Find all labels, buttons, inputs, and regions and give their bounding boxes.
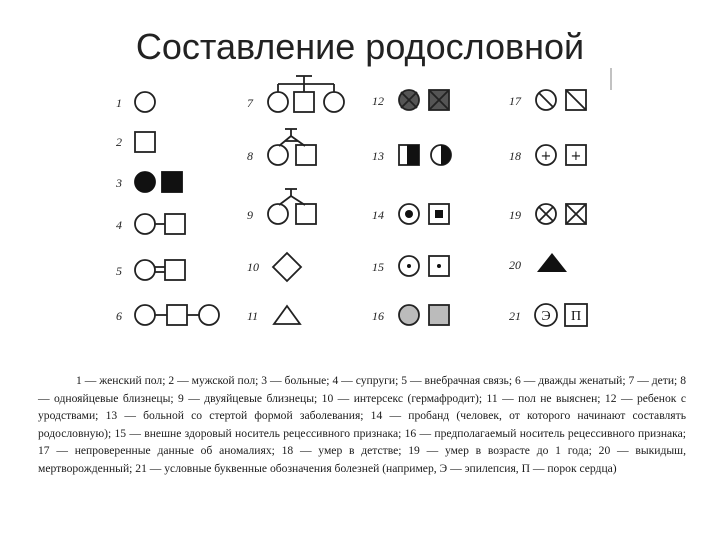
slide-title: Составление родословной — [135, 26, 585, 67]
item-number-12: 12 — [372, 94, 384, 108]
item-number-1: 1 — [116, 96, 122, 110]
affected-male-symbol — [162, 172, 182, 192]
sex-unknown-triangle-symbol — [274, 306, 300, 324]
item-number-15: 15 — [372, 260, 384, 274]
identical-twins-symbol — [268, 129, 316, 165]
plus-sign-female: + — [540, 149, 552, 164]
affected-female-symbol — [135, 172, 155, 192]
heart-defect-letter: П — [570, 309, 582, 324]
item-number-5: 5 — [116, 264, 122, 278]
item-number-9: 9 — [247, 208, 253, 222]
item-number-11: 11 — [247, 309, 259, 323]
died-in-childhood-symbol — [536, 145, 586, 165]
stillborn-triangle-symbol — [537, 253, 567, 272]
item-number-19: 19 — [509, 208, 521, 222]
disease-letter-symbols — [535, 304, 587, 326]
item-number-4: 4 — [116, 218, 122, 232]
item-number-18: 18 — [509, 149, 521, 163]
item-number-16: 16 — [372, 309, 384, 323]
twice-married-symbol — [135, 305, 219, 325]
unverified-anomaly-symbol — [536, 90, 586, 110]
plus-sign-male: + — [570, 149, 582, 164]
presumed-carrier-symbol — [399, 305, 449, 325]
legend-caption: 1 — женский пол; 2 — мужской пол; 3 — больные; 4 — супруги; 5 — внебрачная связь; 6 — дважды женатый; 7 — дети; 8 — однояйцевые близнецы; 9 — двуяйцевые близнецы; 10 — интерсекс (гермафродит); 11 — пол не выяснен; 12 — ребенок с уродствами; 13 — больной со стертой формой заболевания; 14 — пробанд (человек, от которого начинают составлять родословную); 15 — внешне здоровый носитель рецессивного признака; 16 — предполагаемый носитель рецессивного признака; 17 — непроверенные данные об аномалиях; 18 — умер в детстве; 19 — умер в возрасте до 1 года; 20 — выкидыш, мертворожденный; 21 — условные буквенные обозначения болезней (например, Э — эпилепсия, П — порок сердца) — [38, 374, 686, 475]
item-number-7: 7 — [247, 96, 253, 110]
item-number-13: 13 — [372, 149, 384, 163]
epilepsy-letter: Э — [541, 309, 551, 324]
item-number-3: 3 — [116, 176, 122, 190]
fraternal-twins-symbol — [268, 189, 316, 224]
item-number-17: 17 — [509, 94, 521, 108]
item-number-14: 14 — [372, 208, 384, 222]
item-number-21: 21 — [509, 309, 521, 323]
extramarital-union-symbol — [135, 260, 185, 280]
children-symbol — [268, 76, 344, 112]
male-symbol — [135, 132, 155, 152]
healthy-carrier-symbol — [399, 256, 449, 276]
female-symbol — [135, 92, 155, 112]
child-with-malformations-symbol — [399, 90, 449, 110]
mild-form-affected-symbol — [399, 145, 451, 165]
item-number-2: 2 — [116, 135, 122, 149]
item-number-6: 6 — [116, 309, 122, 323]
item-number-10: 10 — [247, 260, 259, 274]
died-before-one-year-symbol — [536, 204, 586, 224]
proband-symbol — [399, 204, 449, 224]
intersex-diamond-symbol — [273, 253, 301, 281]
spouses-symbol — [135, 214, 185, 234]
item-number-20: 20 — [509, 258, 521, 272]
item-number-8: 8 — [247, 149, 253, 163]
